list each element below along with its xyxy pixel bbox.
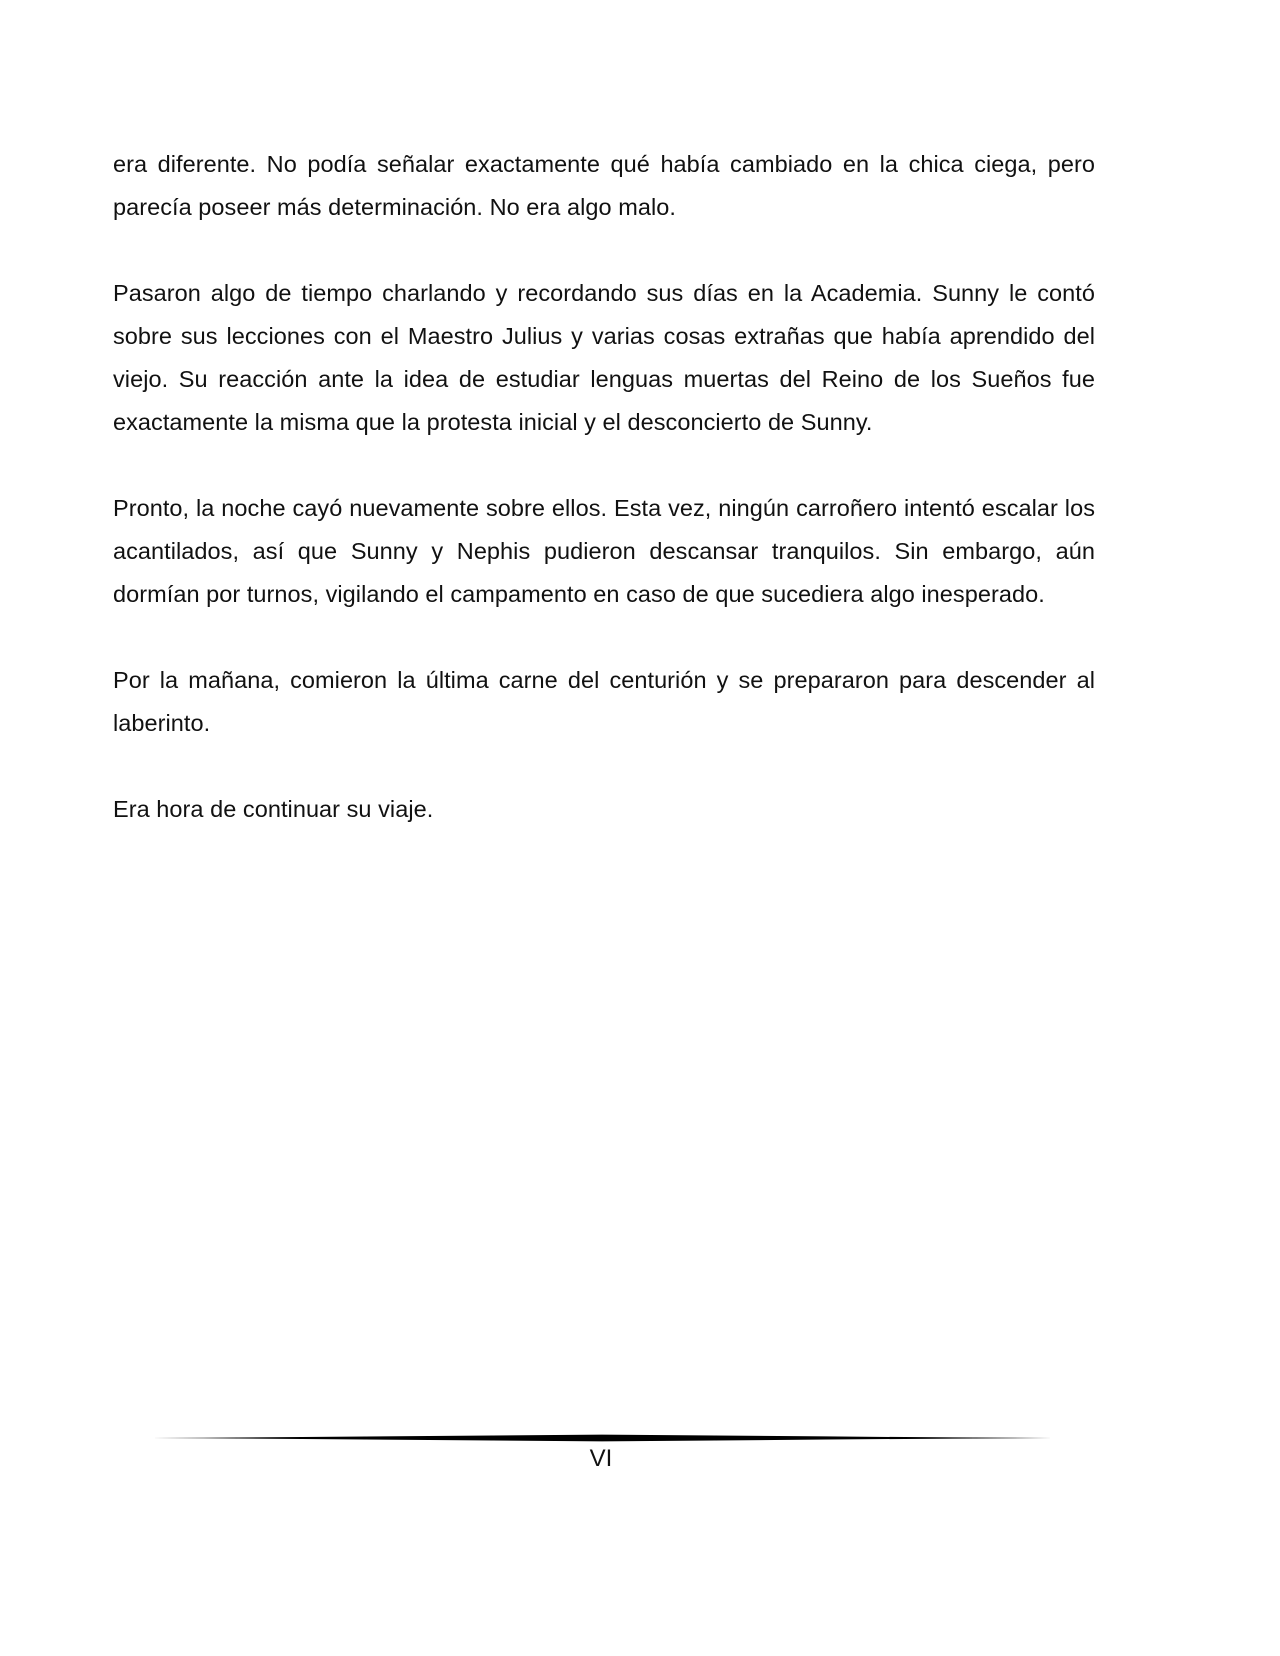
tapered-rule-shape <box>152 1435 1052 1442</box>
body-text <box>113 143 1095 874</box>
page-number: VI <box>589 1445 613 1472</box>
footer-divider-rule <box>152 1432 1052 1444</box>
paragraph-1: era diferente. No podía señalar exactamente qué había cambiado en la chica ciega, pero parecía poseer más determinación. No era algo malo. <box>113 151 1095 220</box>
paragraph-4: Por la mañana, comieron la última carne del centurión y se prepararon para descender al laberinto. <box>113 667 1095 736</box>
paragraph-2: Pasaron algo de tiempo charlando y recordando sus días en la Academia. Sunny le contó sobre sus lecciones con el Maestro Julius y varias cosas extrañas que había aprendido del viejo. Su reacción ante la idea de estudiar lenguas muertas del Reino de los Sueños fue exactamente la misma que la protesta inicial y el desconcierto de Sunny. <box>113 280 1095 435</box>
paragraph-5: Era hora de continuar su viaje. <box>113 796 434 822</box>
paragraph-3: Pronto, la noche cayó nuevamente sobre ellos. Esta vez, ningún carroñero intentó escalar los acantilados, así que Sunny y Nephis pudieron descansar tranquilos. Sin embargo, aún dormían por turnos, vigilando el campamento en caso de que sucediera algo inesperado. <box>113 495 1095 607</box>
